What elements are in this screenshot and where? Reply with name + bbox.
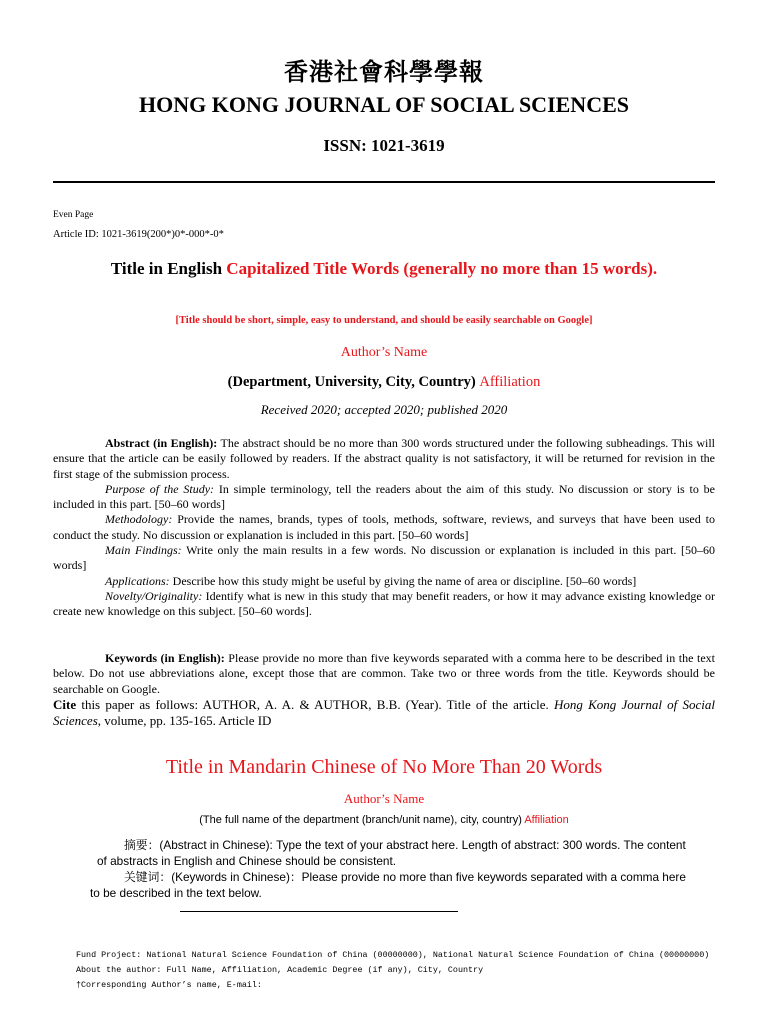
- fund-project: Fund Project: National Natural Science Foundation of China (00000000), National Natural Science Foundation of China (00000000): [76, 950, 710, 960]
- even-page-label: Even Page: [53, 210, 94, 220]
- affiliation-chinese-label: Affiliation: [524, 814, 569, 826]
- abstract-intro: [53, 436, 715, 482]
- methodology-text: Provide the names, brands, types of tools, methods, software, reviews, and surveys that have been used to conduct the study. No discussion or explanation is included in this part. [50–60 words]: [53, 512, 715, 542]
- journal-title-english: HONG KONG JOURNAL OF SOCIAL SCIENCES: [139, 92, 629, 117]
- author-name: Author’s Name: [340, 345, 428, 360]
- abstract-findings: [53, 543, 715, 574]
- issn: ISSN: 1021-3619: [323, 136, 445, 155]
- abstract-text: The abstract should be no more than 300 words structured under the following subheadings. This will ensure that the article can be easily followed by readers. If the abstract quality is not satisfactory, it will be returned for revision in the first stage of the submission process.: [53, 436, 715, 481]
- purpose-text: In simple terminology, tell the readers about the aim of this study. No discussion or story is to be included in this part. [50–60 words]: [53, 481, 715, 512]
- keywords-chinese-text: (Keywords in Chinese)：Please provide no more than five keywords separated with a comma here to be described in the text below.: [90, 870, 686, 900]
- findings-text: Write only the main results in a few words. No discussion or explanation is included in this part. [50–60 words]: [53, 543, 715, 573]
- cite-journal: Hong Kong Journal of Social Sciences: [53, 697, 716, 728]
- article-title-chinese: Title in Mandarin Chinese of No More Than 20 Words: [165, 756, 603, 778]
- applications-text: Describe how this study might be useful by giving the name of area or discipline. [50–60 words]: [169, 573, 637, 588]
- title-placeholder: Capitalized Title Words (generally no more than 15 words).: [226, 259, 658, 278]
- journal-title-chinese: 香港社會科學學報: [284, 58, 484, 86]
- abstract-applications: [53, 574, 715, 589]
- abstract-purpose: [53, 482, 715, 513]
- keywords-section: [53, 651, 715, 697]
- affiliation: Affiliation: [479, 374, 541, 390]
- citation: [53, 697, 715, 729]
- novelty-text: Identify what is new in this study that may benefit readers, or how it may advance existing knowledge or create new knowledge on this subject. [50–60 words].: [53, 588, 715, 619]
- affiliation-chinese-section: [0, 814, 768, 826]
- corresponding-author: †Corresponding Author’s name, E-mail:: [76, 980, 262, 990]
- title-note: [Title should be short, simple, easy to understand, and should be easily searchable on Google]: [175, 315, 593, 326]
- abstract-label: Abstract (in English):: [105, 436, 218, 450]
- cite-text: this paper as follows: AUTHOR, A. A. & AUTHOR, B.B. (Year). Title of the article.: [76, 697, 555, 712]
- abstract-section: [53, 436, 715, 620]
- cite-tail: , volume, pp. 135-165. Article ID: [97, 713, 272, 728]
- methodology-label: Methodology:: [105, 512, 173, 527]
- keywords-label: Keywords (in English):: [105, 651, 225, 665]
- affiliation-line: [0, 374, 768, 391]
- abstract-chinese-label: 摘要：: [124, 838, 160, 852]
- abstract-methodology: [53, 512, 715, 543]
- purpose-label: Purpose of the Study:: [105, 481, 215, 496]
- title-label: Title in English: [110, 259, 227, 278]
- department: (Department, University, City, Country): [227, 374, 480, 390]
- keywords-text: Please provide no more than five keywords separated with a comma here to be described in the text below. Do not use abbreviations alone, except those that are common. Take two or three words from the title. Keywords should be searchable on Google.: [53, 651, 715, 696]
- article-id: Article ID: 1021-3619(200*)0*-000*-0*: [53, 229, 224, 240]
- footnote-divider: [180, 911, 458, 912]
- keywords-chinese-label: 关键词：: [124, 870, 172, 884]
- findings-label: Main Findings:: [105, 543, 182, 558]
- header-divider: [53, 181, 715, 183]
- abstract-novelty: [53, 589, 715, 620]
- applications-label: Applications:: [105, 573, 170, 588]
- about-author: About the author: Full Name, Affiliation, Academic Degree (if any), City, Country: [76, 965, 484, 975]
- abstract-chinese: [97, 837, 697, 869]
- article-title-english: [70, 258, 698, 279]
- keywords-chinese: [90, 869, 690, 901]
- abstract-chinese-text: (Abstract in Chinese): Type the text of your abstract here. Length of abstract: 300 words. The content of abstracts in English and Chinese should be consistent.: [97, 838, 686, 868]
- cite-label: Cite: [53, 697, 77, 712]
- author-name-chinese-section: Author’s Name: [343, 791, 425, 806]
- received-dates: Received 2020; accepted 2020; published 2020: [260, 402, 508, 417]
- novelty-label: Novelty/Originality:: [105, 588, 203, 603]
- department-chinese-section: (The full name of the department (branch/unit name), city, country): [199, 814, 525, 826]
